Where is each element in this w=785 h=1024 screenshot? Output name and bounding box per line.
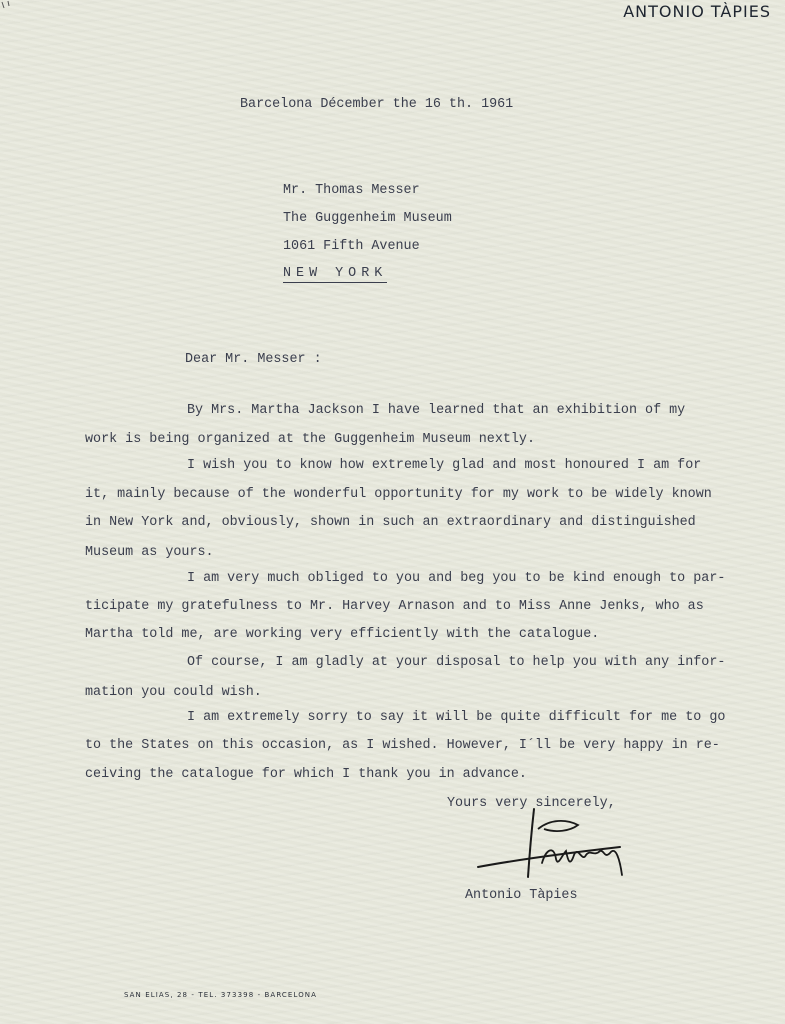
- corner-pencil-mark: [0, 0, 30, 12]
- footer-address: SAN ELIAS, 28 - TEL. 373398 - BARCELONA: [124, 991, 318, 999]
- body-line: ceiving the catalogue for which I thank you in advance.: [85, 767, 527, 782]
- body-line: in New York and, obviously, shown in such an extraordinary and distinguished: [85, 515, 696, 530]
- body-line: work is being organized at the Guggenheim Museum nextly.: [85, 432, 535, 447]
- recipient-institution: The Guggenheim Museum: [283, 211, 452, 226]
- body-line: I am very much obliged to you and beg you to be kind enough to par-: [187, 571, 726, 586]
- signature-name: Antonio Tàpies: [465, 888, 578, 903]
- body-line: Museum as yours.: [85, 545, 214, 560]
- closing: Yours very sincerely,: [447, 796, 616, 811]
- body-line: ticipate my gratefulness to Mr. Harvey Arnason and to Miss Anne Jenks, who as: [85, 599, 704, 614]
- body-line: By Mrs. Martha Jackson I have learned that an exhibition of my: [187, 403, 686, 418]
- recipient-street: 1061 Fifth Avenue: [283, 239, 420, 254]
- body-line: mation you could wish.: [85, 685, 262, 700]
- body-line: I wish you to know how extremely glad and most honoured I am for: [187, 458, 702, 473]
- handwritten-signature: [470, 805, 640, 885]
- letterhead: ANTONIO TÀPIES: [623, 2, 771, 21]
- body-line: Martha told me, are working very efficiently with the catalogue.: [85, 627, 600, 642]
- recipient-name: Mr. Thomas Messer: [283, 183, 420, 198]
- body-line: Of course, I am gladly at your disposal to help you with any infor-: [187, 655, 726, 670]
- recipient-city: NEW YORK: [283, 266, 388, 281]
- body-line: it, mainly because of the wonderful opportunity for my work to be widely known: [85, 487, 712, 502]
- letter-date: Barcelona Décember the 16 th. 1961: [240, 97, 514, 112]
- body-line: to the States on this occasion, as I wished. However, I´ll be very happy in re-: [85, 738, 720, 753]
- body-line: I am extremely sorry to say it will be quite difficult for me to go: [187, 710, 726, 725]
- salutation: Dear Mr. Messer :: [185, 352, 322, 367]
